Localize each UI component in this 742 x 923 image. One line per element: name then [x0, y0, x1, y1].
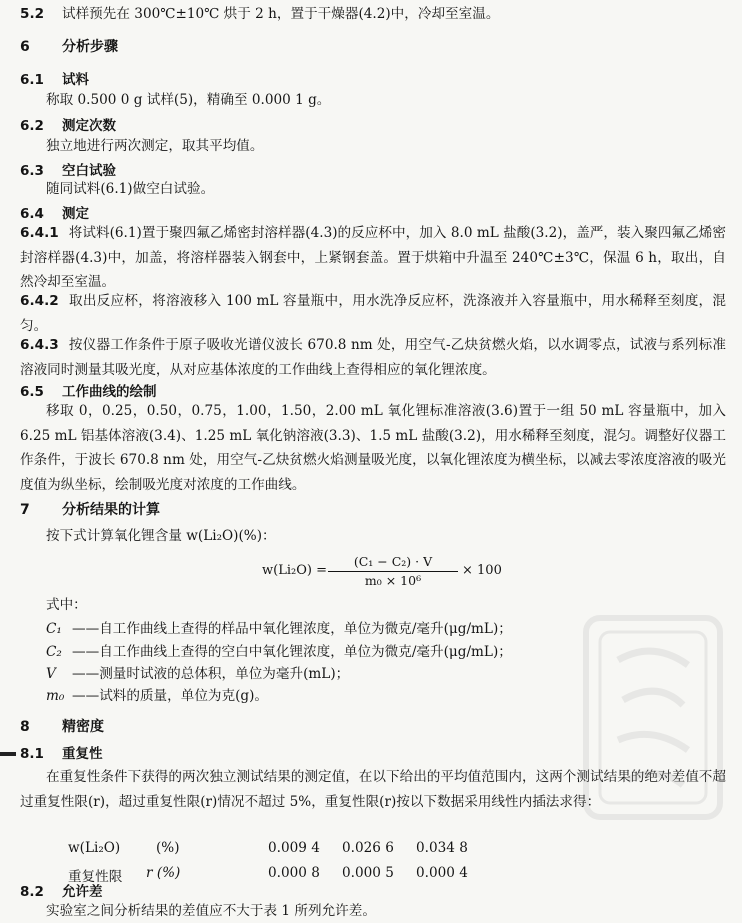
paragraph-6-2: 独立地进行两次测定，取其平均值。: [46, 138, 264, 154]
section-text: 将试料(6.1)置于聚四氟乙烯密封溶样器(4.3)的反应杯中，加入 8.0 mL 盐酸(3.2)，盖严，装入聚四氟乙烯密封溶样器(4.3)中，加盖，将溶样器装入钢套中，上紧钢套盖。置于烘箱中升温至 240℃±3℃，保温 6 h，取出，自然冷却至室温。: [20, 225, 726, 291]
heading-7: [20, 499, 160, 519]
heading-6-4: [20, 202, 89, 222]
heading-title: 测定: [62, 206, 89, 222]
variable-symbol: C₁: [46, 621, 62, 637]
paragraph-6-4-3: [20, 333, 726, 382]
row-unit: r (%): [146, 865, 181, 881]
heading-number: 7: [20, 502, 30, 518]
row-label: w(Li₂O): [68, 840, 121, 856]
heading-number: 6: [20, 39, 30, 55]
variable-symbol: C₂: [46, 644, 62, 660]
paragraph-8-1: 在重复性条件下获得的两次独立测试结果的测定值，在以下给出的平均值范围内，这两个测试结果的绝对差值不超过重复性限(r)，超过重复性限(r)情况不超过 5%，重复性限(r)按以下数据采用线性内插法求得：: [20, 769, 726, 810]
variable-symbol: m₀: [46, 688, 65, 704]
section-text: 试样预先在 300℃±10℃ 烘于 2 h，置于干燥器(4.2)中，冷却至室温。: [62, 6, 500, 22]
section-text: 按仪器工作条件于原子吸收光谱仪波长 670.8 nm 处，用空气-乙炔贫燃火焰，以水调零点，试液与系列标准溶液同时测量其吸光度，从对应基体浓度的工作曲线上查得相应的氧化锂浓度。: [20, 337, 726, 378]
variable-symbol: V: [46, 666, 56, 682]
heading-number: 6.2: [20, 118, 44, 134]
heading-number: 8.1: [20, 746, 44, 762]
heading-number: 8.2: [20, 884, 44, 900]
heading-8: [20, 716, 104, 736]
heading-number: 6.1: [20, 72, 44, 88]
heading-6-5: [20, 380, 157, 400]
row-value: 0.026 6: [342, 840, 394, 856]
heading-number: 6.5: [20, 384, 44, 400]
variable-v: [46, 662, 349, 682]
heading-title: 重复性: [62, 746, 103, 762]
paragraph-7-intro: 按下式计算氧化锂含量 w(Li₂O)(%)：: [46, 528, 276, 544]
row-label: 重复性限: [68, 869, 123, 885]
heading-title: 允许差: [62, 884, 103, 900]
variable-c1: [46, 617, 512, 637]
formula-rhs: × 100: [462, 563, 502, 578]
row-value: 0.000 4: [416, 865, 468, 881]
variable-m0: [46, 684, 268, 704]
heading-number: 8: [20, 719, 30, 735]
variable-desc: ——试料的质量，单位为克(g)。: [72, 688, 269, 704]
formula-denominator: m₀ × 10⁶: [364, 573, 422, 588]
formula-li2o: [262, 553, 522, 589]
heading-title: 分析步骤: [62, 39, 118, 55]
heading-title: 测定次数: [62, 118, 116, 134]
paragraph-6-5: 移取 0，0.25，0.50，0.75，1.00，1.50，2.00 mL 氧化锂标准溶液(3.6)置于一组 50 mL 容量瓶中，加入 6.25 mL 铝基体溶液(3.4)、1.25 mL 氧化钠溶液(3.3)、1.5 mL 盐酸(3.2)，用水稀释至刻度，混匀。调整好仪器工作条件，于波长 670.8 nm 处，用空气-乙炔贫燃火焰测量吸光度，以氧化锂浓度为横坐标，以减去零浓度溶液的吸光度值为纵坐标，绘制吸光度对浓度的工作曲线。: [20, 403, 726, 493]
paragraph-6-4-1: [20, 221, 726, 295]
where-label: 式中：: [46, 597, 87, 613]
heading-6-1: [20, 68, 89, 88]
watermark-stamp-icon: [578, 610, 728, 825]
variable-desc: ——测量时试液的总体积，单位为毫升(mL)；: [72, 666, 350, 682]
section-number: 5.2: [20, 6, 45, 22]
section-number: 6.4.3: [20, 337, 59, 353]
row-value: 0.000 5: [342, 865, 394, 881]
formula-fraction: [328, 553, 458, 589]
formula-lhs: w(Li₂O) =: [262, 563, 327, 578]
paragraph-6-1: 称取 0.500 0 g 试样(5)，精确至 0.000 1 g。: [46, 92, 331, 108]
row-value: 0.009 4: [268, 840, 320, 856]
heading-8-2: [20, 880, 103, 900]
paragraph-6-3: 随同试料(6.1)做空白试验。: [46, 181, 215, 197]
heading-title: 分析结果的计算: [62, 502, 160, 518]
heading-6: [20, 36, 118, 56]
heading-6-2: [20, 114, 116, 134]
heading-number: 6.3: [20, 163, 44, 179]
row-unit: (%): [156, 840, 180, 856]
heading-title: 空白试验: [62, 163, 116, 179]
heading-title: 试料: [62, 72, 89, 88]
heading-number: 6.4: [20, 206, 44, 222]
heading-6-3: [20, 159, 116, 179]
row-value: 0.000 8: [268, 865, 320, 881]
variable-c2: [46, 640, 512, 660]
variable-desc: ——自工作曲线上查得的样品中氧化锂浓度，单位为微克/毫升(μg/mL)；: [72, 621, 512, 637]
paragraph-6-4-2: [20, 289, 726, 338]
heading-title: 工作曲线的绘制: [62, 384, 157, 400]
heading-title: 精密度: [62, 719, 104, 735]
formula-numerator: (C₁ − C₂) · V: [328, 553, 458, 572]
section-text: 取出反应杯，将溶液移入 100 mL 容量瓶中，用水洗净反应杯，洗涤液并入容量瓶中，用水稀释至刻度，混匀。: [20, 293, 726, 334]
section-number: 6.4.2: [20, 293, 59, 309]
margin-mark: [0, 752, 16, 756]
paragraph-8-2: 实验室之间分析结果的差值应不大于表 1 所列允许差。: [46, 903, 376, 919]
section-5-2: [20, 2, 499, 26]
variable-desc: ——自工作曲线上查得的空白中氧化锂浓度，单位为微克/毫升(μg/mL)；: [72, 644, 512, 660]
section-number: 6.4.1: [20, 225, 59, 241]
row-value: 0.034 8: [416, 840, 468, 856]
heading-8-1: [20, 742, 103, 762]
